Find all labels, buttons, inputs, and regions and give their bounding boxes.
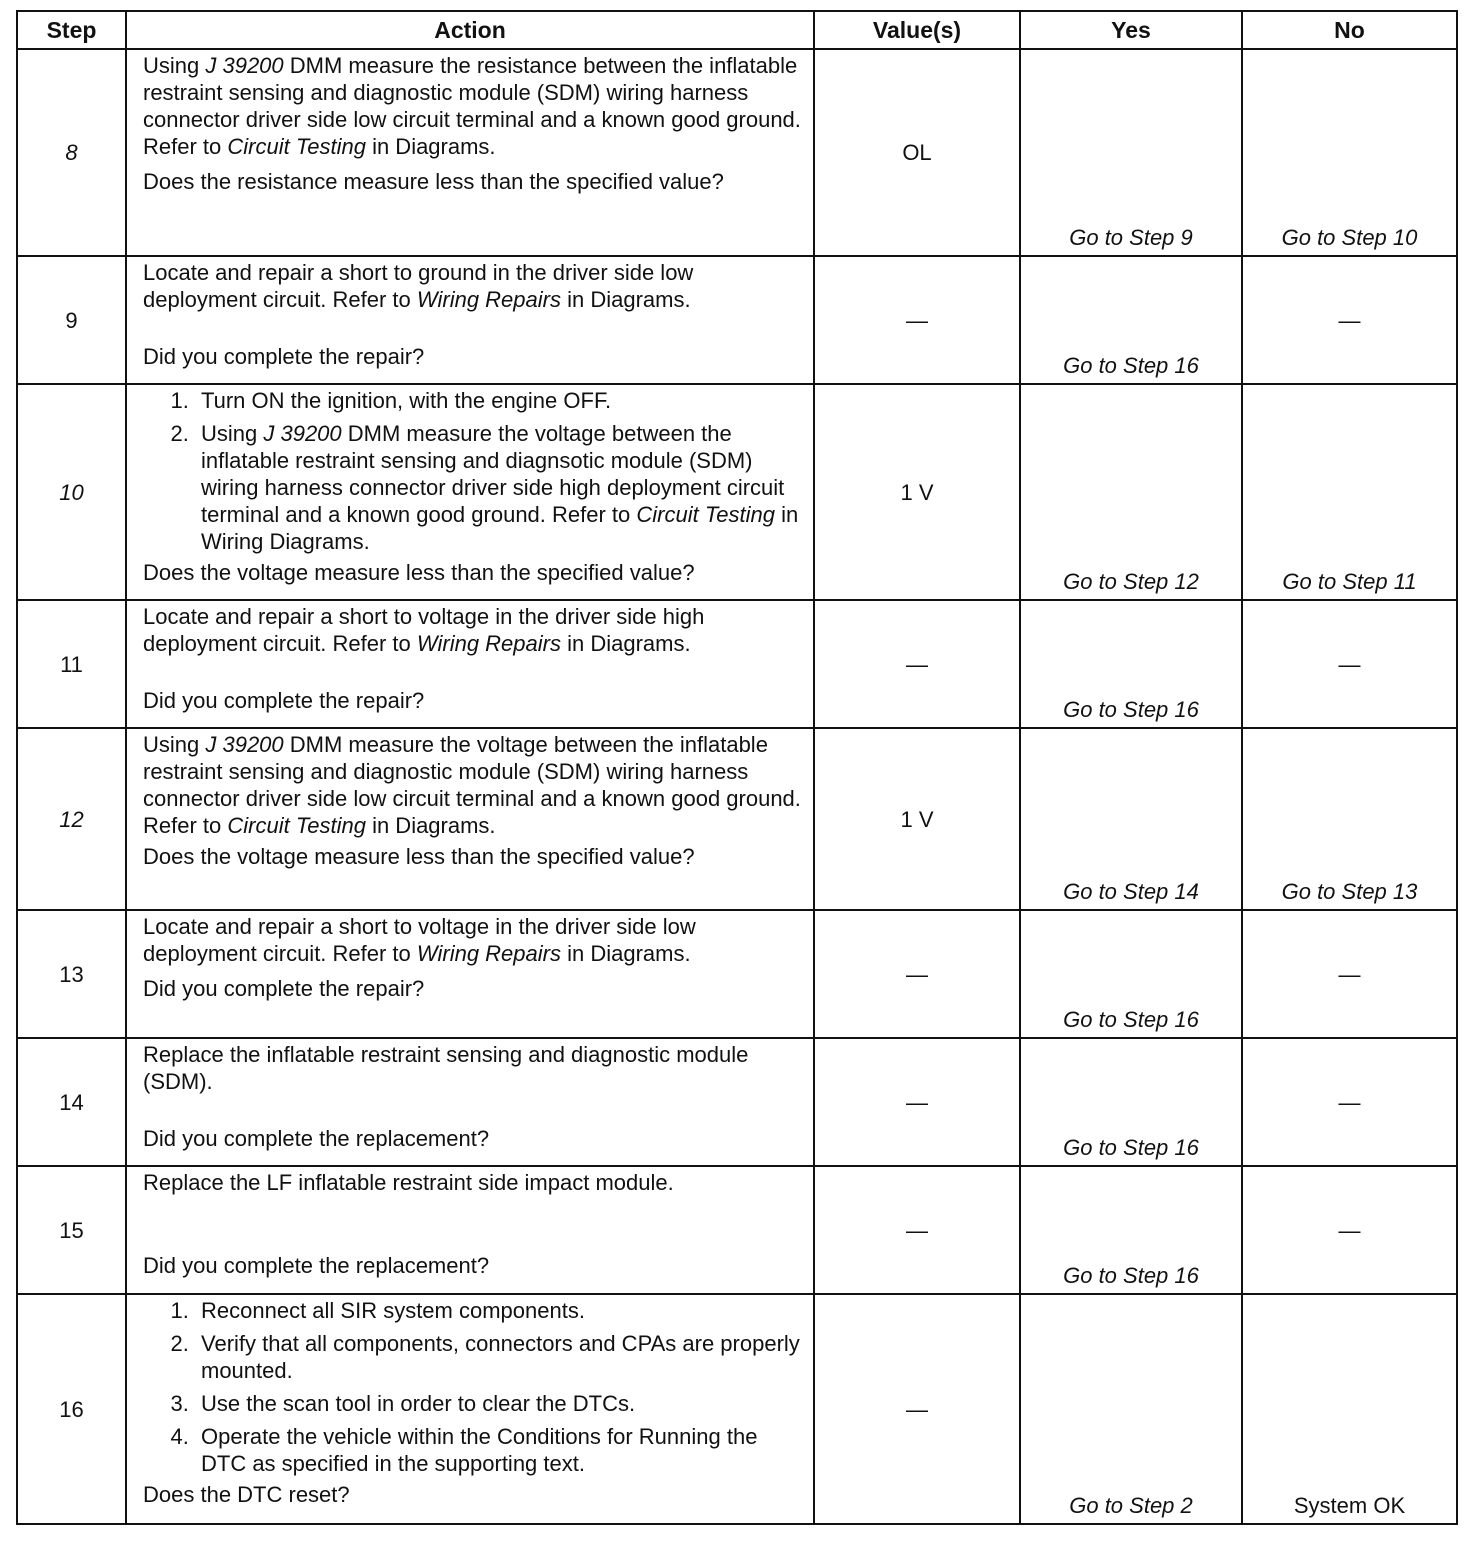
tool-reference: J 39200 <box>205 53 284 78</box>
action-steps-list <box>143 1297 803 1477</box>
yes-cell: Go to Step 9 <box>1020 49 1242 256</box>
tool-reference: J 39200 <box>263 421 342 446</box>
step-number: 11 <box>17 600 126 728</box>
step-number: 13 <box>17 910 126 1038</box>
action-cell <box>126 728 814 910</box>
list-item: 3. Use the scan tool in order to clear the DTCs. <box>195 1390 803 1417</box>
action-question: Does the voltage measure less than the specified value? <box>143 560 695 585</box>
step-number: 10 <box>17 384 126 600</box>
yes-cell: Go to Step 16 <box>1020 910 1242 1038</box>
step-number: 8 <box>17 49 126 256</box>
header-yes: Yes <box>1020 11 1242 49</box>
doc-reference: Circuit Testing <box>227 813 366 838</box>
header-row <box>17 11 1457 49</box>
yes-cell: Go to Step 16 <box>1020 256 1242 384</box>
step-number: 9 <box>17 256 126 384</box>
yes-cell: Go to Step 16 <box>1020 1038 1242 1166</box>
yes-cell: Go to Step 16 <box>1020 600 1242 728</box>
value-cell: — <box>814 910 1020 1038</box>
action-text: Locate and repair a short to ground in the driver side low deployment circuit. Refer to Wiring Repairs in Diagrams. <box>143 260 694 312</box>
no-cell: Go to Step 13 <box>1242 728 1457 910</box>
no-cell: System OK <box>1242 1294 1457 1524</box>
action-cell <box>126 1038 814 1166</box>
value-cell: — <box>814 1038 1020 1166</box>
action-question: Does the voltage measure less than the specified value? <box>143 844 695 869</box>
yes-cell: Go to Step 2 <box>1020 1294 1242 1524</box>
tool-reference: J 39200 <box>205 732 284 757</box>
action-text: Using J 39200 DMM measure the voltage between the inflatable restraint sensing and diagnostic module (SDM) wiring harness connector driver side low circuit terminal and a known good ground. Refer to Circuit Testing in Diagrams. <box>143 732 801 838</box>
no-cell: Go to Step 11 <box>1242 384 1457 600</box>
no-cell: — <box>1242 600 1457 728</box>
value-cell: OL <box>814 49 1020 256</box>
diagnostic-table <box>16 10 1458 1525</box>
table-row <box>17 384 1457 600</box>
action-text: Using J 39200 DMM measure the resistance between the inflatable restraint sensing and diagnostic module (SDM) wiring harness connector driver side low circuit terminal and a known good ground. Refer to Circuit Testing in Diagrams. <box>143 53 801 159</box>
action-question: Does the resistance measure less than the specified value? <box>143 169 724 194</box>
list-item: 2. Using J 39200 DMM measure the voltage between the inflatable restraint sensing and diagnsotic module (SDM) wiring harness connector driver side high deployment circuit terminal and a known good ground. Refer to Circuit Testing in Wiring Diagrams. <box>195 420 803 555</box>
action-cell <box>126 910 814 1038</box>
action-question: Did you complete the repair? <box>143 976 425 1001</box>
yes-cell: Go to Step 16 <box>1020 1166 1242 1294</box>
step-number: 15 <box>17 1166 126 1294</box>
value-cell: — <box>814 600 1020 728</box>
header-action: Action <box>126 11 814 49</box>
header-value: Value(s) <box>814 11 1020 49</box>
no-cell: — <box>1242 1166 1457 1294</box>
list-item: 2. Verify that all components, connectors and CPAs are properly mounted. <box>195 1330 803 1384</box>
action-cell <box>126 1294 814 1524</box>
doc-reference: Wiring Repairs <box>416 287 561 312</box>
action-cell <box>126 256 814 384</box>
no-cell: — <box>1242 1038 1457 1166</box>
value-cell: — <box>814 256 1020 384</box>
table-row <box>17 1038 1457 1166</box>
value-cell: 1 V <box>814 384 1020 600</box>
step-number: 16 <box>17 1294 126 1524</box>
doc-reference: Wiring Repairs <box>416 941 561 966</box>
table-row <box>17 600 1457 728</box>
action-cell <box>126 1166 814 1294</box>
list-item: 1. Turn ON the ignition, with the engine OFF. <box>195 387 803 414</box>
action-cell <box>126 49 814 256</box>
table-row <box>17 1166 1457 1294</box>
doc-reference: Wiring Repairs <box>416 631 561 656</box>
table-row <box>17 728 1457 910</box>
action-cell <box>126 600 814 728</box>
yes-cell: Go to Step 12 <box>1020 384 1242 600</box>
action-text: Replace the inflatable restraint sensing and diagnostic module (SDM). <box>143 1042 749 1094</box>
no-cell: — <box>1242 256 1457 384</box>
value-cell: — <box>814 1166 1020 1294</box>
action-question: Did you complete the repair? <box>143 344 425 369</box>
action-text: Locate and repair a short to voltage in the driver side high deployment circuit. Refer to Wiring Repairs in Diagrams. <box>143 604 705 656</box>
table-row <box>17 49 1457 256</box>
list-item: 1. Reconnect all SIR system components. <box>195 1297 803 1324</box>
action-cell <box>126 384 814 600</box>
step-number: 12 <box>17 728 126 910</box>
table-row <box>17 910 1457 1038</box>
action-question: Did you complete the repair? <box>143 688 425 713</box>
step-number: 14 <box>17 1038 126 1166</box>
yes-cell: Go to Step 14 <box>1020 728 1242 910</box>
action-text: Replace the LF inflatable restraint side impact module. <box>143 1170 674 1195</box>
action-question: Did you complete the replacement? <box>143 1126 490 1151</box>
doc-reference: Circuit Testing <box>636 502 775 527</box>
doc-reference: Circuit Testing <box>227 134 366 159</box>
no-cell: — <box>1242 910 1457 1038</box>
table-row <box>17 256 1457 384</box>
value-cell: — <box>814 1294 1020 1524</box>
action-text: Locate and repair a short to voltage in the driver side low deployment circuit. Refer to Wiring Repairs in Diagrams. <box>143 914 696 966</box>
action-steps-list <box>143 387 803 555</box>
value-cell: 1 V <box>814 728 1020 910</box>
no-cell: Go to Step 10 <box>1242 49 1457 256</box>
action-question: Does the DTC reset? <box>143 1482 350 1507</box>
list-item: 4. Operate the vehicle within the Conditions for Running the DTC as specified in the supporting text. <box>195 1423 803 1477</box>
header-no: No <box>1242 11 1457 49</box>
header-step: Step <box>17 11 126 49</box>
action-question: Did you complete the replacement? <box>143 1253 490 1278</box>
table-row <box>17 1294 1457 1524</box>
